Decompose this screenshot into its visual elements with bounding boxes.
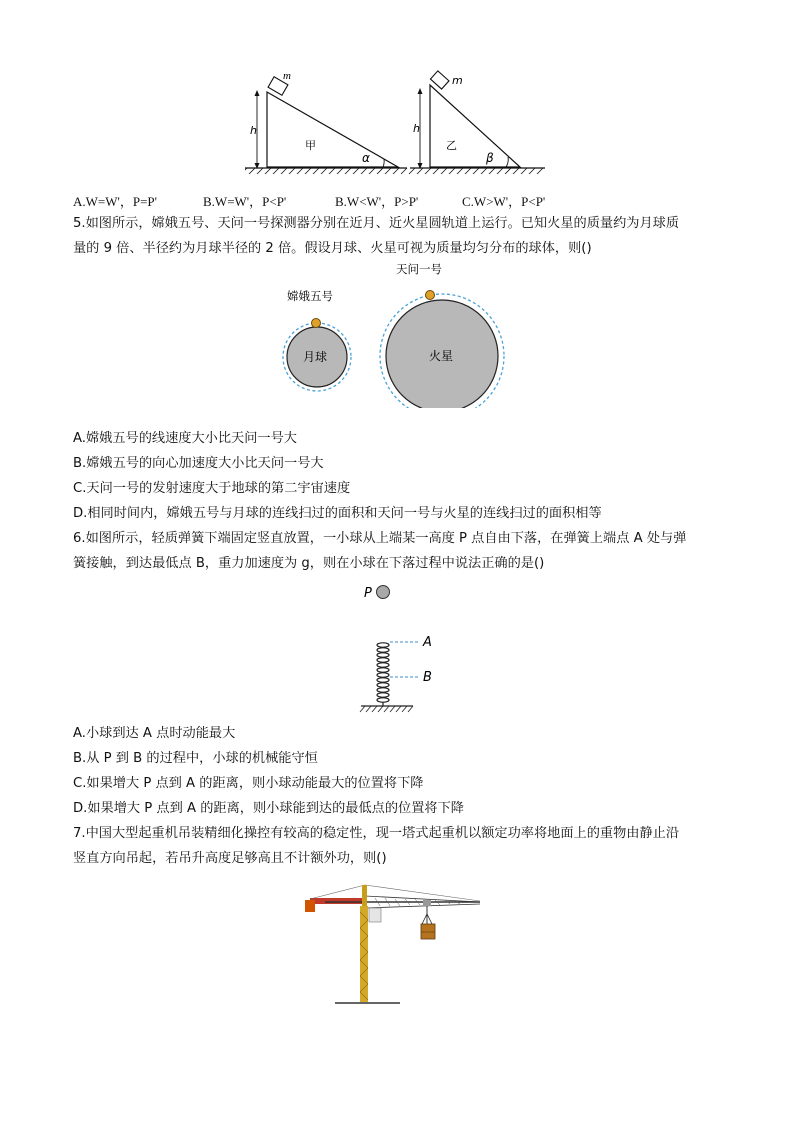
q4-option-d[interactable]: C.W>W'，P<P' [462,194,546,209]
q6-option-d[interactable]: D.如果增大 P 点到 A 的距离，则小球能到达的最低点的位置将下降 [73,801,464,816]
incline-jia [245,77,407,174]
q5-option-c[interactable]: C.天问一号的发射速度大于地球的第二宇宙速度 [73,481,351,496]
q6-option-b[interactable]: B.从 P 到 B 的过程中，小球的机械能守恒 [73,751,318,766]
crane-figure [305,880,485,1010]
tianwen-1-probe [426,291,435,300]
incline-label-jia: 甲 [305,139,316,152]
height-label-1: h [250,124,257,137]
crane-jib [305,885,480,912]
label-b: B [423,670,432,685]
label-a: A [423,635,432,650]
incline-figure [245,70,550,175]
q5-option-a[interactable]: A.嫦娥五号的线速度大小比天问一号大 [73,431,297,446]
label-chang-e-5: 嫦娥五号 [287,289,333,303]
q4-option-c[interactable]: B.W<W'，P>P' [335,194,419,209]
q5-stem-line-1: 5.如图所示，嫦娥五号、天问一号探测器分别在近月、近火星圆轨道上运行。已知火星的质量约为月球质 [73,216,680,231]
crane-tower [335,906,400,1003]
incline-label-yi: 乙 [446,139,457,152]
spring-figure [355,580,445,720]
q5-option-d[interactable]: D.相同时间内，嫦娥五号与月球的连线扫过的面积和天问一号与火星的连线扫过的面积相等 [73,506,602,521]
q5-stem-line-2: 量的 9 倍、半径约为月球半径的 2 倍。假设月球、火星可视为质量均匀分布的球体，则() [73,241,592,256]
q4-option-a[interactable]: A.W=W'，P=P' [73,194,157,209]
incline-yi [409,71,545,174]
q7-stem-line-1: 7.中国大型起重机吊装精细化操控有较高的稳定性，现一塔式起重机以额定功率将地面上的重物由静止沿 [73,826,680,841]
angle-label-alpha: α [362,151,370,165]
ball [377,586,390,599]
q5-option-b[interactable]: B.嫦娥五号的向心加速度大小比天问一号大 [73,456,324,471]
label-p: P [364,586,372,601]
label-moon: 月球 [303,350,328,364]
q4-option-b[interactable]: B.W=W'，P<P' [203,194,287,209]
label-mars: 火星 [429,349,454,363]
q6-stem-line-2: 簧接触，到达最低点 B，重力加速度为 g，则在小球在下落过程中说法正确的是() [73,556,545,571]
height-label-2: h [413,122,420,135]
mass-label-1: m [283,70,291,82]
angle-label-beta: β [486,151,494,165]
ground-hatch [360,706,413,712]
spring [377,643,389,706]
q7-stem-line-2: 竖直方向吊起，若吊升高度足够高且不计额外功，则() [73,851,387,866]
q6-stem-line-1: 6.如图所示，轻质弹簧下端固定竖直放置，一小球从上端某一高度 P 点自由下落，在弹簧上端点 A 处与弹 [73,531,687,546]
q6-option-c[interactable]: C.如果增大 P 点到 A 的距离，则小球动能最大的位置将下降 [73,776,424,791]
mass-label-2: m [452,74,463,87]
orbit-figure [272,258,517,408]
q6-option-a[interactable]: A.小球到达 A 点时动能最大 [73,726,236,741]
chang-e-5-probe [312,319,321,328]
label-tianwen-1: 天问一号 [396,262,442,276]
